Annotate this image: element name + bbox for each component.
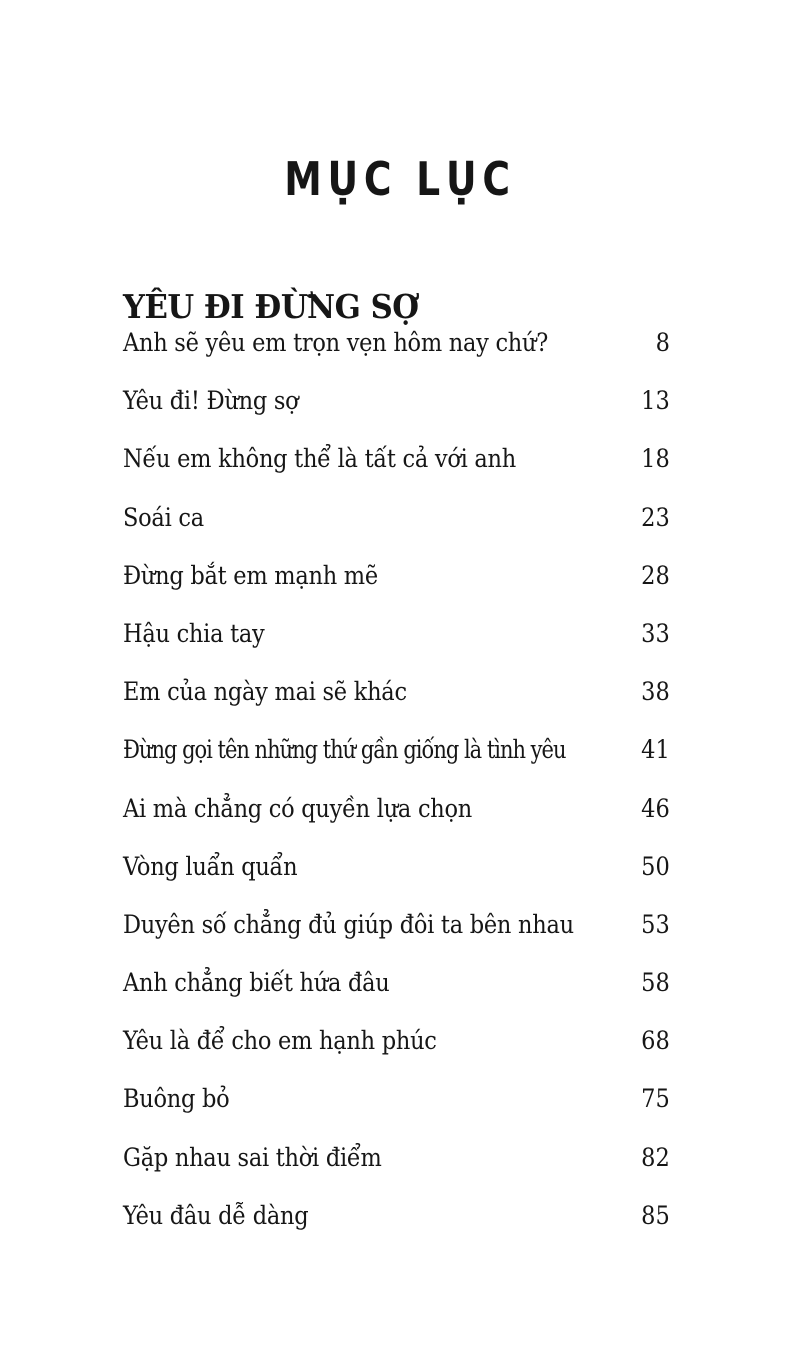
toc-entry-title: Yêu là để cho em hạnh phúc bbox=[123, 1026, 437, 1056]
toc-entry[interactable] bbox=[123, 553, 670, 611]
toc-entry[interactable] bbox=[123, 1135, 670, 1193]
toc-entry[interactable] bbox=[123, 844, 670, 902]
toc-entry-title: Em của ngày mai sẽ khác bbox=[123, 677, 407, 707]
toc-entry-title: Đừng gọi tên những thứ gần giống là tình yêu bbox=[123, 735, 566, 765]
toc-entry-title: Buông bỏ bbox=[123, 1084, 230, 1114]
toc-entry-title: Anh chẳng biết hứa đâu bbox=[123, 968, 390, 998]
toc-entry-title: Gặp nhau sai thời điểm bbox=[123, 1142, 382, 1172]
toc-entry-title: Vòng luẩn quẩn bbox=[123, 851, 298, 881]
toc-entry-page: 28 bbox=[641, 560, 670, 590]
toc-entry-title: Anh sẽ yêu em trọn vẹn hôm nay chứ? bbox=[123, 328, 549, 357]
toc-entry-page: 53 bbox=[641, 909, 670, 939]
toc-entry-page: 82 bbox=[641, 1142, 670, 1172]
toc-entry-page: 38 bbox=[641, 677, 670, 707]
toc-entry[interactable] bbox=[123, 902, 670, 960]
toc-entry-title: Ai mà chẳng có quyền lựa chọn bbox=[123, 793, 473, 823]
toc-entry-title: Đừng bắt em mạnh mẽ bbox=[123, 560, 378, 590]
toc-entry-page: 75 bbox=[641, 1084, 670, 1114]
toc-entry[interactable] bbox=[123, 378, 670, 436]
toc-entry[interactable] bbox=[123, 495, 670, 553]
toc-entry[interactable] bbox=[123, 786, 670, 844]
toc-entry[interactable] bbox=[123, 669, 670, 727]
toc-entry-page: 85 bbox=[641, 1200, 670, 1230]
toc-entry-page: 41 bbox=[641, 735, 670, 765]
toc-entry-title: Yêu đi! Đừng sợ bbox=[123, 386, 299, 416]
toc-entry[interactable] bbox=[123, 1193, 670, 1251]
toc-entry[interactable] bbox=[123, 1076, 670, 1134]
page-title: MỤC LỤC bbox=[284, 151, 516, 206]
toc-entry-page: 68 bbox=[641, 1026, 670, 1056]
toc-entry-page: 23 bbox=[641, 502, 670, 532]
toc-entry-title: Nếu em không thể là tất cả với anh bbox=[123, 444, 517, 474]
section-heading: YÊU ĐI ĐỪNG SỢ bbox=[123, 287, 419, 327]
toc-entry-title: Soái ca bbox=[123, 502, 204, 532]
toc-entry-page: 50 bbox=[641, 851, 670, 881]
toc-entry-page: 18 bbox=[641, 444, 670, 474]
toc-entry[interactable] bbox=[123, 727, 670, 785]
toc-entry[interactable] bbox=[123, 1018, 670, 1076]
toc-entry-title: Yêu đâu dễ dàng bbox=[123, 1200, 309, 1230]
toc-entry-page: 58 bbox=[641, 968, 670, 998]
toc-entry[interactable] bbox=[123, 436, 670, 494]
toc-entry-page: 46 bbox=[641, 793, 670, 823]
table-of-contents bbox=[123, 320, 670, 1251]
toc-entry[interactable] bbox=[123, 611, 670, 669]
toc-entry-page: 13 bbox=[641, 386, 670, 416]
toc-entry[interactable] bbox=[123, 320, 670, 378]
toc-entry-page: 33 bbox=[641, 618, 670, 648]
toc-entry-page: 8 bbox=[655, 328, 670, 357]
toc-entry-title: Duyên số chẳng đủ giúp đôi ta bên nhau bbox=[123, 909, 574, 939]
toc-entry[interactable] bbox=[123, 960, 670, 1018]
toc-entry-title: Hậu chia tay bbox=[123, 618, 265, 648]
